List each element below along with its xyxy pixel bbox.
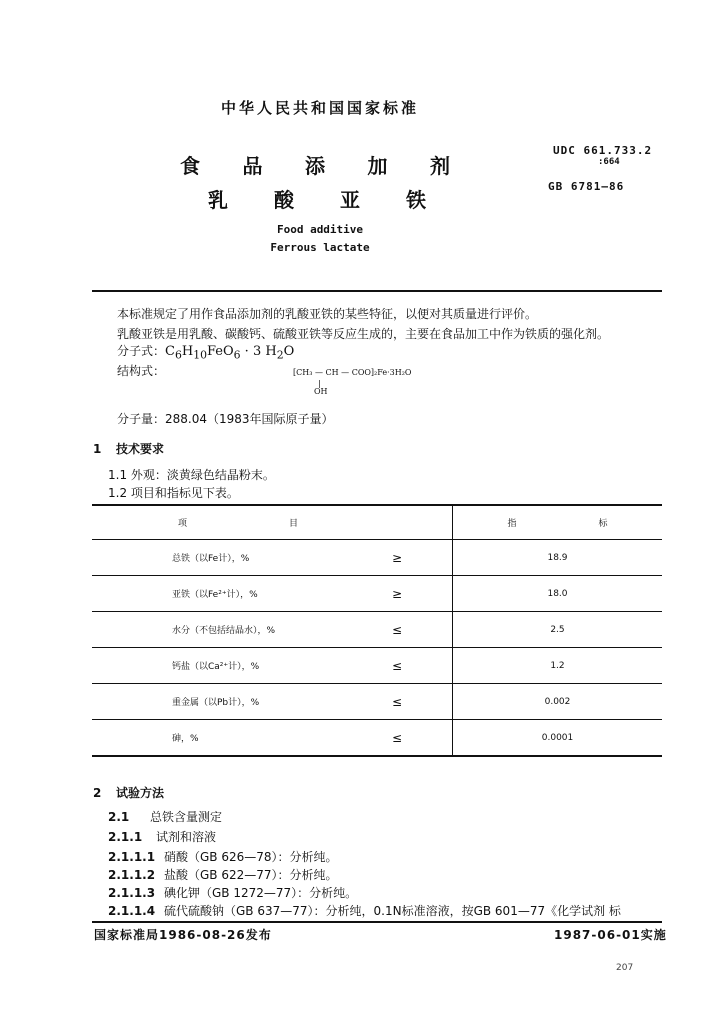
table-row <box>92 720 662 757</box>
formula-subscript: 10 <box>193 348 207 362</box>
row-relation: ≤ <box>392 612 453 648</box>
structural-formula: [CH₃ — CH — COO]₂Fe·3H₂O <box>293 368 412 377</box>
header-item-char: 项 <box>178 519 188 529</box>
molecular-weight: 分子量：288.04（1983年国际原子量） <box>117 412 334 426</box>
table-header-row <box>92 505 662 540</box>
clause-number: 2.1.1.3 <box>108 886 156 900</box>
title-char: 食 <box>180 154 200 178</box>
clause-number: 2.1 <box>108 810 130 824</box>
clause-text: 总铁含量测定 <box>150 810 223 824</box>
clause-1-1: 1.1 外观：淡黄绿色结晶粉末。 <box>108 468 275 482</box>
clause-1-2: 1.2 项目和指标见下表。 <box>108 486 239 500</box>
section-title: 技术要求 <box>116 442 165 456</box>
formula-subscript: 6 <box>174 348 182 362</box>
clause-text: 硝酸（GB 626—78）：分析纯。 <box>164 850 338 864</box>
footer-rule <box>92 921 662 923</box>
row-name: 砷，% <box>92 720 392 757</box>
udc-code: UDC 661.733.2 <box>553 144 653 157</box>
clause-2-1-1-1 <box>108 848 338 865</box>
document-title-line1 <box>180 150 450 179</box>
clause-2-1-1-3 <box>108 884 357 901</box>
english-title-line1: Food additive <box>276 223 364 236</box>
clause-2-1 <box>108 808 222 825</box>
header-item-char: 目 <box>288 519 298 529</box>
formula-part: · 3 H <box>240 344 277 359</box>
formula-part: C <box>165 344 175 359</box>
gb-standard-number: GB 6781—86 <box>548 180 625 193</box>
page-number: 207 <box>616 963 634 973</box>
formula-part: H <box>181 344 194 359</box>
header-item-cell <box>92 505 453 540</box>
title-char: 酸 <box>274 188 294 212</box>
row-value: 0.002 <box>453 684 663 720</box>
table-row <box>92 612 662 648</box>
header-index-char: 标 <box>598 519 608 529</box>
title-char: 品 <box>242 154 263 178</box>
title-char: 添 <box>305 154 325 178</box>
formula-subscript: 6 <box>233 348 241 362</box>
specification-table <box>92 504 662 757</box>
clause-2-1-1-2 <box>108 866 338 883</box>
document-title-line2 <box>208 184 426 213</box>
table-row <box>92 576 662 612</box>
structure-hydroxyl: OH <box>314 387 328 396</box>
section-2-heading <box>93 784 164 801</box>
header-rule <box>92 290 662 292</box>
table-row <box>92 540 662 576</box>
issue-date: 国家标准局1986-08-26发布 <box>94 928 272 942</box>
section-title: 试验方法 <box>116 786 165 800</box>
structure-label: 结构式： <box>117 364 166 378</box>
title-char: 剂 <box>430 154 450 178</box>
clause-2-1-1-4 <box>108 902 621 919</box>
clause-text: 试剂和溶液 <box>156 830 217 844</box>
section-number: 1 <box>93 442 102 456</box>
row-value: 2.5 <box>453 612 663 648</box>
english-title-line2: Ferrous lactate <box>270 241 370 254</box>
row-relation: ≤ <box>392 684 453 720</box>
row-value: 0.0001 <box>453 720 663 757</box>
row-relation: ≥ <box>392 540 453 576</box>
header-index-char: 指 <box>507 519 517 529</box>
title-char: 加 <box>367 154 388 178</box>
clause-number: 2.1.1 <box>108 830 143 844</box>
udc-code-suffix: :664 <box>598 157 620 167</box>
header-index-cell <box>453 505 663 540</box>
clause-text: 盐酸（GB 622—77）：分析纯。 <box>164 868 338 882</box>
structure-bond: | <box>318 379 321 388</box>
title-char: 亚 <box>340 188 360 212</box>
title-char: 乳 <box>208 188 228 212</box>
table-row <box>92 648 662 684</box>
formula-label: 分子式： <box>117 344 166 358</box>
row-name: 重金属（以Pb计），% <box>92 684 392 720</box>
clause-text: 硫代硫酸钠（GB 637—77）：分析纯，0.1N标准溶液，按GB 601—77《化学试剂 标 <box>164 904 621 918</box>
formula-part: O <box>283 344 295 359</box>
section-1-heading <box>93 440 164 457</box>
title-char: 铁 <box>406 188 426 212</box>
molecular-formula <box>117 342 294 362</box>
clause-number: 2.1.1.2 <box>108 868 156 882</box>
row-relation: ≤ <box>392 720 453 757</box>
effective-date: 1987-06-01实施 <box>554 928 667 942</box>
row-value: 1.2 <box>453 648 663 684</box>
row-name: 总铁（以Fe计），% <box>92 540 392 576</box>
clause-text: 碘化钾（GB 1272—77）：分析纯。 <box>164 886 358 900</box>
row-name: 亚铁（以Fe²⁺计），% <box>92 576 392 612</box>
row-value: 18.9 <box>453 540 663 576</box>
scope-paragraph: 本标准规定了用作食品添加剂的乳酸亚铁的某些特征，以便对其质量进行评价。 <box>117 307 538 321</box>
row-name: 钙盐（以Ca²⁺计），% <box>92 648 392 684</box>
clause-2-1-1 <box>108 828 216 845</box>
formula-part: FeO <box>206 344 234 359</box>
standard-authority-title: 中华人民共和国国家标准 <box>220 99 419 117</box>
section-number: 2 <box>93 786 102 800</box>
row-relation: ≤ <box>392 648 453 684</box>
usage-paragraph: 乳酸亚铁是用乳酸、碳酸钙、硫酸亚铁等反应生成的，主要在食品加工中作为铁质的强化剂。 <box>117 327 610 341</box>
table-row <box>92 684 662 720</box>
row-relation: ≥ <box>392 576 453 612</box>
formula-subscript: 2 <box>276 348 284 362</box>
row-value: 18.0 <box>453 576 663 612</box>
clause-number: 2.1.1.4 <box>108 904 156 918</box>
clause-number: 2.1.1.1 <box>108 850 156 864</box>
row-name: 水分（不包括结晶水），% <box>92 612 392 648</box>
